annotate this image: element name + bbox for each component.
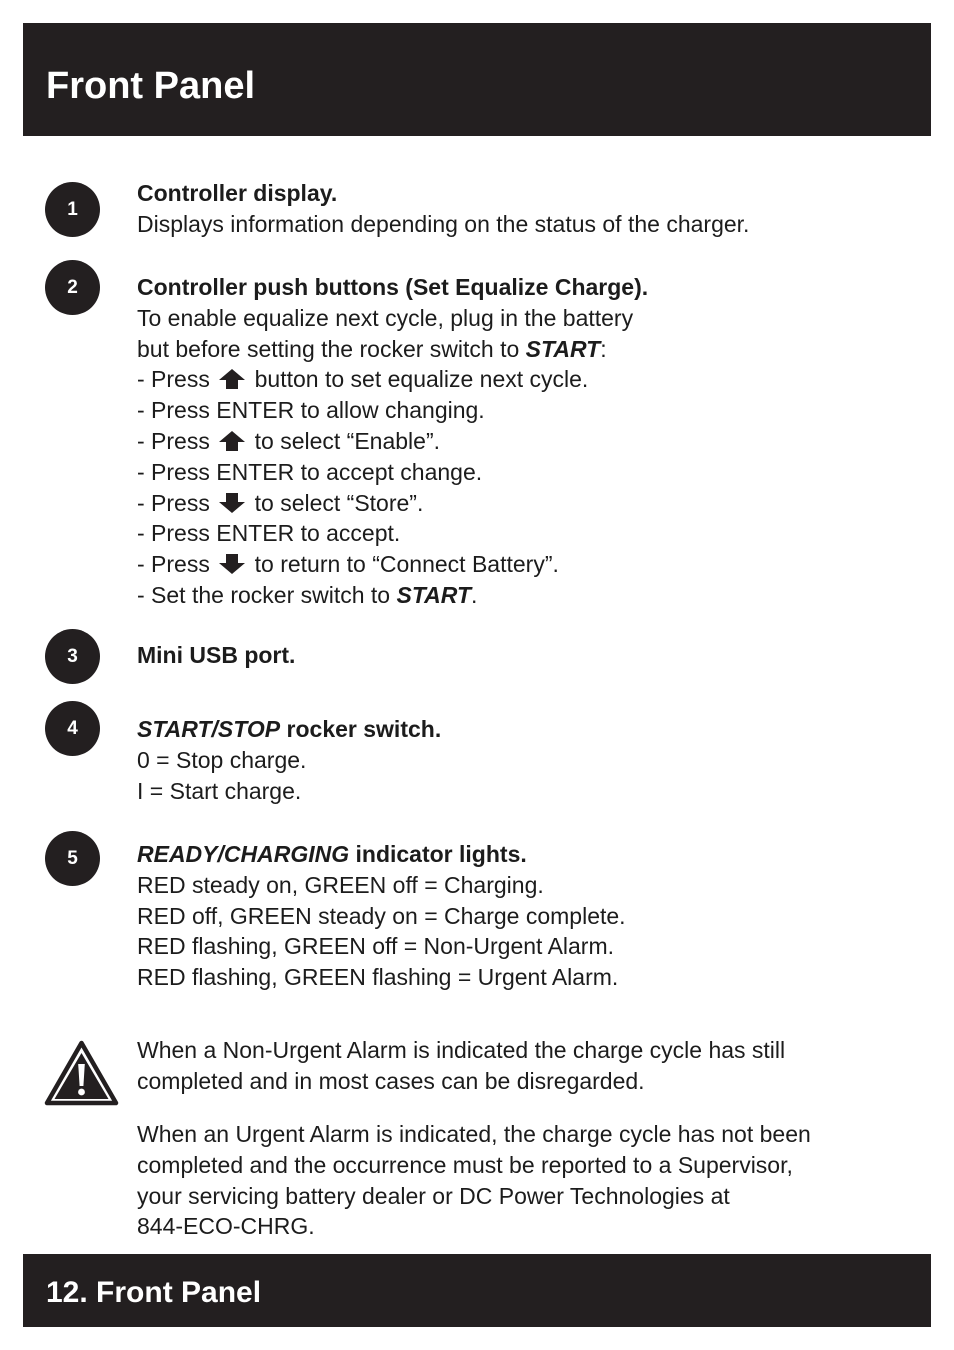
item-indicator-lights: [137, 839, 917, 993]
item-text: RED off, GREEN steady on = Charge complete.: [137, 902, 626, 929]
item-text: I = Start charge.: [137, 777, 302, 804]
item-title: Controller display.: [137, 180, 338, 206]
item-text: RED flashing, GREEN off = Non-Urgent Alarm.: [137, 933, 615, 960]
item-number-badge-2: 2: [45, 260, 100, 315]
step-line: - Press ENTER to accept change.: [137, 458, 483, 485]
page-title-banner: [23, 23, 931, 136]
step-line: - Press to select “Store”.: [137, 489, 424, 516]
item-text: - Set the rocker switch to START.: [137, 581, 478, 608]
item-text: 0 = Stop charge.: [137, 746, 307, 773]
warning-triangle-icon: [44, 1040, 119, 1106]
item-number-badge-1: 1: [45, 182, 100, 237]
footer-banner: [23, 1254, 931, 1327]
item-text: Displays information depending on the status of the charger.: [137, 210, 750, 237]
up-arrow-icon: [218, 368, 246, 390]
step-line: - Press to select “Enable”.: [137, 427, 440, 454]
item-text: but before setting the rocker switch to START:: [137, 335, 607, 362]
item-start-stop-switch: [137, 714, 917, 806]
warning-text-urgent: When an Urgent Alarm is indicated, the charge cycle has not been completed and the occurrence must be reported to a Supervisor, your servicing battery dealer or DC Power Technologies at 844-ECO-CHRG.: [137, 1121, 811, 1240]
item-text: To enable equalize next cycle, plug in the battery: [137, 304, 634, 331]
item-number-badge-4: 4: [45, 701, 100, 756]
item-title: START/STOP rocker switch.: [137, 716, 442, 742]
item-text: RED flashing, GREEN flashing = Urgent Alarm.: [137, 964, 619, 991]
item-mini-usb-port: [137, 640, 917, 671]
step-line: - Press to return to “Connect Battery”.: [137, 551, 559, 578]
warning-text-non-urgent: When a Non-Urgent Alarm is indicated the charge cycle has still completed and in most cases can be disregarded.: [137, 1037, 786, 1094]
step-line: - Press ENTER to accept.: [137, 520, 401, 547]
item-number-badge-5: 5: [45, 831, 100, 886]
item-title: Mini USB port.: [137, 642, 296, 668]
item-controller-push-buttons: [137, 272, 917, 611]
item-controller-display: [137, 178, 917, 240]
down-arrow-icon: [218, 492, 246, 514]
step-line: - Press button to set equalize next cycle.: [137, 366, 589, 393]
item-text: RED steady on, GREEN off = Charging.: [137, 871, 544, 898]
up-arrow-icon: [218, 430, 246, 452]
item-title: Controller push buttons (Set Equalize Charge).: [137, 274, 649, 300]
page-title: Front Panel: [46, 65, 256, 107]
equalize-steps-list: [137, 364, 917, 580]
item-title: READY/CHARGING indicator lights.: [137, 841, 527, 867]
down-arrow-icon: [218, 553, 246, 575]
page-number-title: 12. Front Panel: [46, 1276, 262, 1309]
step-line: - Press ENTER to allow changing.: [137, 397, 485, 424]
item-number-badge-3: 3: [45, 629, 100, 684]
